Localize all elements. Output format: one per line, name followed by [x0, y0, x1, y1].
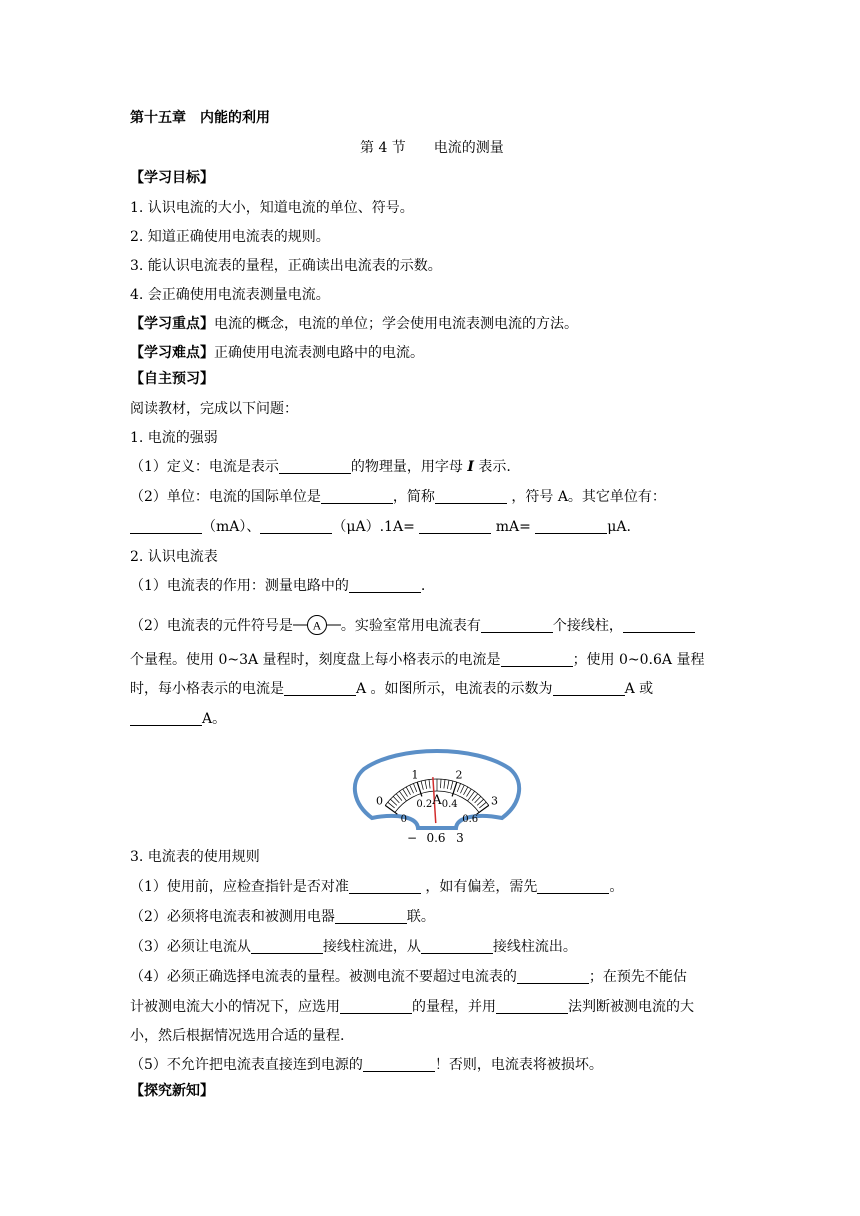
preview-intro: 阅读教材，完成以下问题： [130, 401, 298, 417]
answer-blank[interactable] [130, 517, 202, 534]
s2-function [130, 576, 425, 596]
terminal-label: 0.6 [426, 831, 446, 845]
answer-blank[interactable] [279, 457, 351, 474]
answer-blank[interactable] [496, 997, 568, 1014]
text-run: ；使用 0~0.6A 量程 [572, 652, 705, 668]
scale-tick [472, 794, 478, 801]
upper-tick-label: 1 [411, 768, 419, 782]
s3-rule-2 [130, 907, 435, 927]
section-title: 第 4 节 电流的测量 [360, 140, 504, 156]
s2-reading-end [130, 709, 226, 729]
text-run: 法判断被测电流的大 [568, 999, 694, 1015]
text-run: 。实验室常用电流表有 [340, 618, 481, 634]
chapter-title: 第十五章 内能的利用 [130, 110, 270, 126]
text-run: 的量程，并用 [412, 999, 496, 1015]
key-points-line [130, 314, 578, 334]
answer-blank[interactable] [335, 907, 407, 924]
lower-tick-label: 0.2 [416, 799, 433, 811]
answer-blank[interactable] [623, 616, 695, 633]
scale-tick [388, 802, 395, 808]
terminal-label: − [406, 831, 418, 845]
scale-tick [429, 780, 430, 789]
scale-tick [403, 789, 408, 797]
key-text: 电流的概念，电流的单位；学会使用电流表测电流的方法。 [214, 316, 578, 332]
scale-tick [457, 783, 460, 791]
text-run: A。 [202, 711, 227, 727]
scale-tick [451, 781, 453, 790]
answer-blank[interactable] [130, 709, 202, 726]
difficulty-line [130, 343, 424, 363]
ammeter-symbol-icon [293, 614, 341, 636]
text-run: （1）定义：电流是表示 [130, 459, 279, 475]
text-run: 表示. [478, 459, 511, 475]
text-run: ；在预先不能估 [588, 969, 687, 985]
goal-item: 3. 能认识电流表的量程，正确读出电流表的示数。 [130, 258, 442, 274]
text-run: 。 [609, 879, 624, 895]
text-run: ，如有偏差，需先 [425, 879, 538, 895]
answer-blank[interactable] [419, 517, 491, 534]
scale-tick [425, 780, 427, 789]
scale-tick [466, 789, 471, 797]
text-run: （μA）.1A= [332, 519, 415, 535]
answer-blank[interactable] [537, 877, 609, 894]
scale-tick [477, 799, 484, 805]
scale-tick [447, 780, 449, 789]
upper-tick-label: 0 [376, 794, 384, 808]
scale-tick [413, 783, 416, 791]
lower-tick-label: 0 [400, 813, 408, 825]
answer-blank[interactable] [340, 997, 412, 1014]
text-run: ，符号 A。其它单位有： [511, 489, 666, 505]
s2-symbol-line [130, 614, 695, 636]
text-run: （2）电流表的元件符号是 [130, 618, 293, 634]
ammeter-dial-figure [352, 748, 522, 848]
scale-tick [385, 805, 397, 814]
current-symbol: I [467, 459, 474, 475]
s3-rule-4-cont [130, 997, 694, 1017]
answer-blank[interactable] [349, 877, 421, 894]
key-label: 【学习重点】 [130, 316, 214, 332]
meter-unit: A [432, 793, 442, 808]
s3-title: 3. 电流表的使用规则 [130, 849, 260, 865]
goal-item: 1. 认识电流的大小，知道电流的单位、符号。 [130, 200, 414, 216]
scale-tick [406, 787, 410, 795]
scale-tick [460, 785, 464, 793]
s3-rule-1 [130, 877, 623, 897]
text-run: 接线柱流出。 [492, 939, 577, 955]
upper-tick-label: 2 [455, 768, 463, 782]
answer-blank[interactable] [421, 937, 493, 954]
answer-blank[interactable] [349, 576, 421, 593]
s1-definition [130, 457, 511, 477]
text-run: （1）使用前，应检查指针是否对准 [130, 879, 349, 895]
s3-rule-4-end: 小，然后根据情况选用合适的量程. [130, 1028, 345, 1044]
explore-heading: 【探究新知】 [130, 1083, 214, 1099]
text-run: （1）电流表的作用：测量电路中的 [130, 578, 349, 594]
scale-tick [477, 805, 489, 814]
s3-rule-3 [130, 937, 577, 957]
scale-tick [421, 781, 423, 790]
scale-tick [444, 780, 445, 789]
text-run: ！否则，电流表将被损坏。 [434, 1057, 603, 1073]
s1-unit [130, 487, 666, 507]
answer-blank[interactable] [481, 616, 553, 633]
answer-blank[interactable] [363, 1055, 435, 1072]
s2-reading-line [130, 679, 653, 699]
lower-tick-label: 0.6 [462, 813, 479, 825]
text-run: （2）单位：电流的国际单位是 [130, 489, 321, 505]
answer-blank[interactable] [284, 679, 356, 696]
text-run: （2）必须将电流表和被测用电器 [130, 909, 335, 925]
scale-tick [393, 796, 399, 803]
scale-tick [390, 799, 397, 805]
upper-tick-label: 3 [490, 794, 498, 808]
terminal-label: 3 [456, 831, 464, 845]
text-run: ，简称 [392, 489, 435, 505]
s2-range-line [130, 650, 704, 670]
text-run: （3）必须让电流从 [130, 939, 251, 955]
text-run: . [420, 578, 426, 594]
difficulty-label: 【学习难点】 [130, 345, 214, 361]
text-run: （mA）、 [202, 519, 261, 535]
s1-other-units [130, 517, 631, 537]
text-run: 的物理量，用字母 [350, 459, 463, 475]
answer-blank[interactable] [260, 517, 332, 534]
text-run: A 或 [624, 681, 654, 697]
lower-tick-label: 0.4 [441, 799, 458, 811]
text-run: μA. [607, 519, 631, 535]
answer-blank[interactable] [517, 967, 589, 984]
scale-tick [479, 802, 486, 808]
scale-tick [463, 787, 467, 795]
text-run: mA= [495, 519, 531, 535]
scale-tick [475, 796, 481, 803]
answer-blank[interactable] [321, 487, 393, 504]
s3-rule-4 [130, 967, 687, 987]
text-run: A 。如图所示，电流表的示数为 [356, 681, 553, 697]
text-run: （5）不允许把电流表直接连到电源的 [130, 1057, 363, 1073]
answer-blank[interactable] [251, 937, 323, 954]
scale-tick [440, 779, 441, 788]
preview-heading: 【自主预习】 [130, 371, 214, 387]
goals-heading: 【学习目标】 [130, 170, 214, 186]
s2-title: 2. 认识电流表 [130, 549, 218, 565]
s1-title: 1. 电流的强弱 [130, 430, 218, 446]
scale-tick [396, 794, 402, 801]
answer-blank[interactable] [553, 679, 625, 696]
ammeter-symbol-letter: A [312, 618, 322, 633]
goal-item: 2. 知道正确使用电流表的规则。 [130, 229, 330, 245]
text-run: 个接线柱， [552, 618, 623, 634]
scale-tick [410, 785, 414, 793]
text-run: 个量程。使用 0~3A 量程时，刻度盘上每小格表示的电流是 [130, 652, 501, 668]
text-run: 接线柱流进，从 [322, 939, 421, 955]
s3-rule-5 [130, 1055, 603, 1075]
answer-blank[interactable] [501, 650, 573, 667]
answer-blank[interactable] [435, 487, 507, 504]
answer-blank[interactable] [535, 517, 607, 534]
goal-item: 4. 会正确使用电流表测量电流。 [130, 287, 330, 303]
difficulty-text: 正确使用电流表测电路中的电流。 [214, 345, 424, 361]
text-run: 时，每小格表示的电流是 [130, 681, 284, 697]
text-run: 联。 [406, 909, 435, 925]
text-run: 计被测电流大小的情况下，应选用 [130, 999, 340, 1015]
text-run: （4）必须正确选择电流表的量程。被测电流不要超过电流表的 [130, 969, 517, 985]
